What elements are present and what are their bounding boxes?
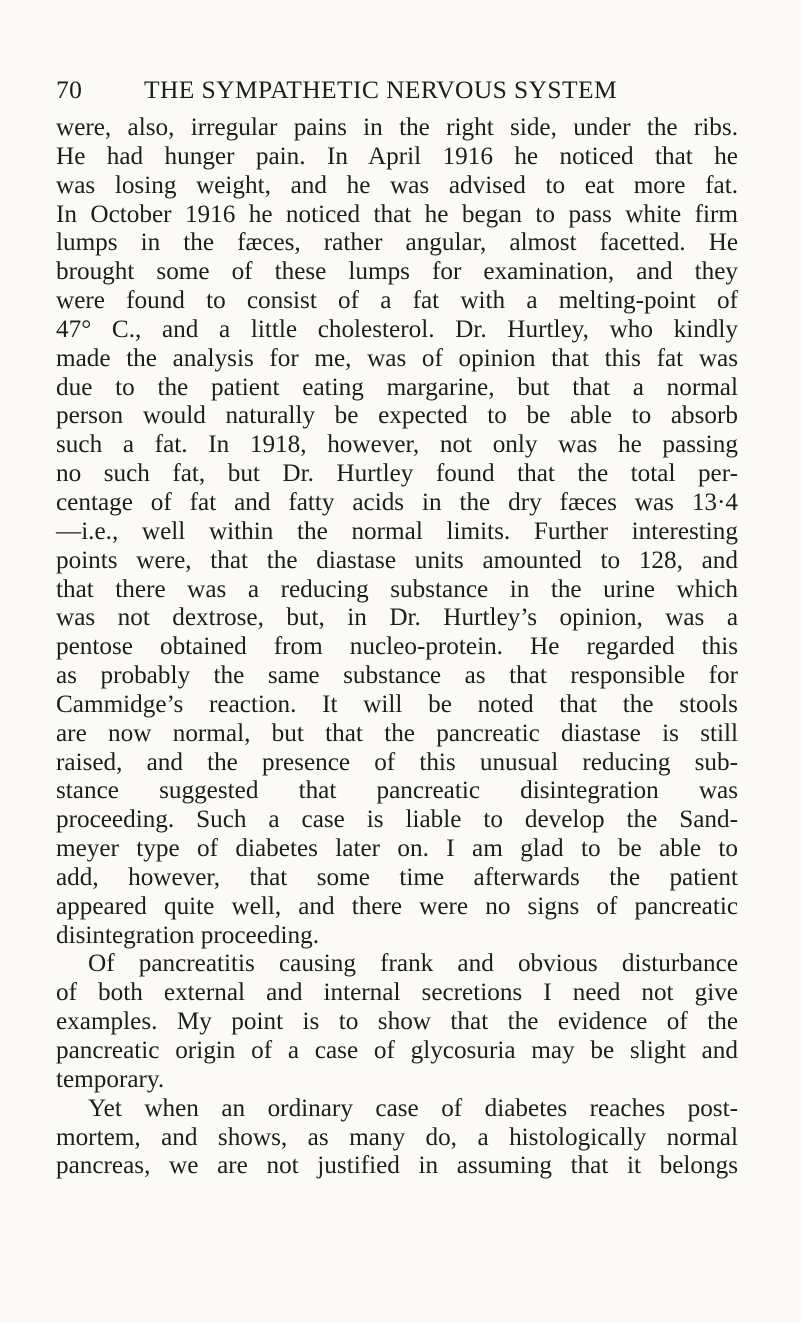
text-line: pancreatic origin of a case of glycosuria may be slight and [56, 1037, 738, 1064]
text-line: as probably the same substance as that responsible for [56, 662, 738, 690]
text-line: stance suggested that pancreatic disintegration was [56, 777, 738, 805]
text-line: pancreas, we are not justified in assuming that it belongs [56, 1152, 738, 1180]
text-line: no such fat, but Dr. Hurtley found that the total per- [56, 460, 738, 488]
page-header [56, 70, 746, 110]
text-line: disintegration proceeding. [56, 921, 319, 949]
text-line: points were, that the diastase units amounted to 128, and [56, 546, 738, 574]
text-line: were found to consist of a fat with a melting-point of [56, 287, 738, 315]
text-line: Yet when an ordinary case of diabetes reaches post- [88, 1094, 738, 1122]
text-line: was not dextrose, but, in Dr. Hurtley’s opinion, was a [56, 604, 738, 632]
text-line: examples. My point is to show that the evidence of the [56, 1008, 738, 1036]
text-line: person would naturally be expected to be able to absorb [56, 402, 738, 430]
text-line: brought some of these lumps for examination, and they [56, 258, 738, 286]
text-line: was losing weight, and he was advised to eat more fat. [56, 171, 738, 199]
text-line: 47° C., and a little cholesterol. Dr. Hurtley, who kindly [56, 315, 738, 343]
running-title: THE SYMPATHETIC NERVOUS SYSTEM [144, 75, 618, 104]
text-line: lumps in the fæces, rather angular, almost facetted. He [56, 229, 738, 257]
text-line: —i.e., well within the normal limits. Further interesting [56, 517, 738, 545]
text-line: Of pancreatitis causing frank and obvious disturbance [88, 950, 738, 978]
text-line: mortem, and shows, as many do, a histologically normal [56, 1123, 738, 1151]
text-line: appeared quite well, and there were no signs of pancreatic [56, 892, 738, 920]
text-line: raised, and the presence of this unusual reducing sub- [56, 748, 738, 776]
text-line: such a fat. In 1918, however, not only was he passing [56, 431, 738, 459]
text-line: due to the patient eating margarine, but that a normal [56, 373, 738, 401]
text-line: of both external and internal secretions I need not give [56, 979, 738, 1007]
text-line: made the analysis for me, was of opinion that this fat was [56, 344, 738, 372]
text-line: Cammidge’s reaction. It will be noted that the stools [56, 690, 738, 718]
text-line: were, also, irregular pains in the right side, under the ribs. [56, 114, 738, 141]
text-line: meyer type of diabetes later on. I am glad to be able to [56, 835, 738, 863]
page-number: 70 [56, 75, 83, 104]
body-text [56, 114, 738, 1181]
text-line: proceeding. Such a case is liable to develop the Sand- [56, 806, 738, 834]
text-line: that there was a reducing substance in the urine which [56, 575, 738, 603]
text-line: add, however, that some time afterwards the patient [56, 863, 738, 891]
text-line: centage of fat and fatty acids in the dry fæces was 13·4 [56, 488, 738, 516]
text-line: He had hunger pain. In April 1916 he noticed that he [56, 142, 738, 170]
text-line: pentose obtained from nucleo-protein. He regarded this [56, 633, 738, 661]
text-line: temporary. [56, 1065, 165, 1093]
text-line: In October 1916 he noticed that he began to pass white firm [56, 200, 738, 228]
text-line: are now normal, but that the pancreatic diastase is still [56, 719, 738, 747]
